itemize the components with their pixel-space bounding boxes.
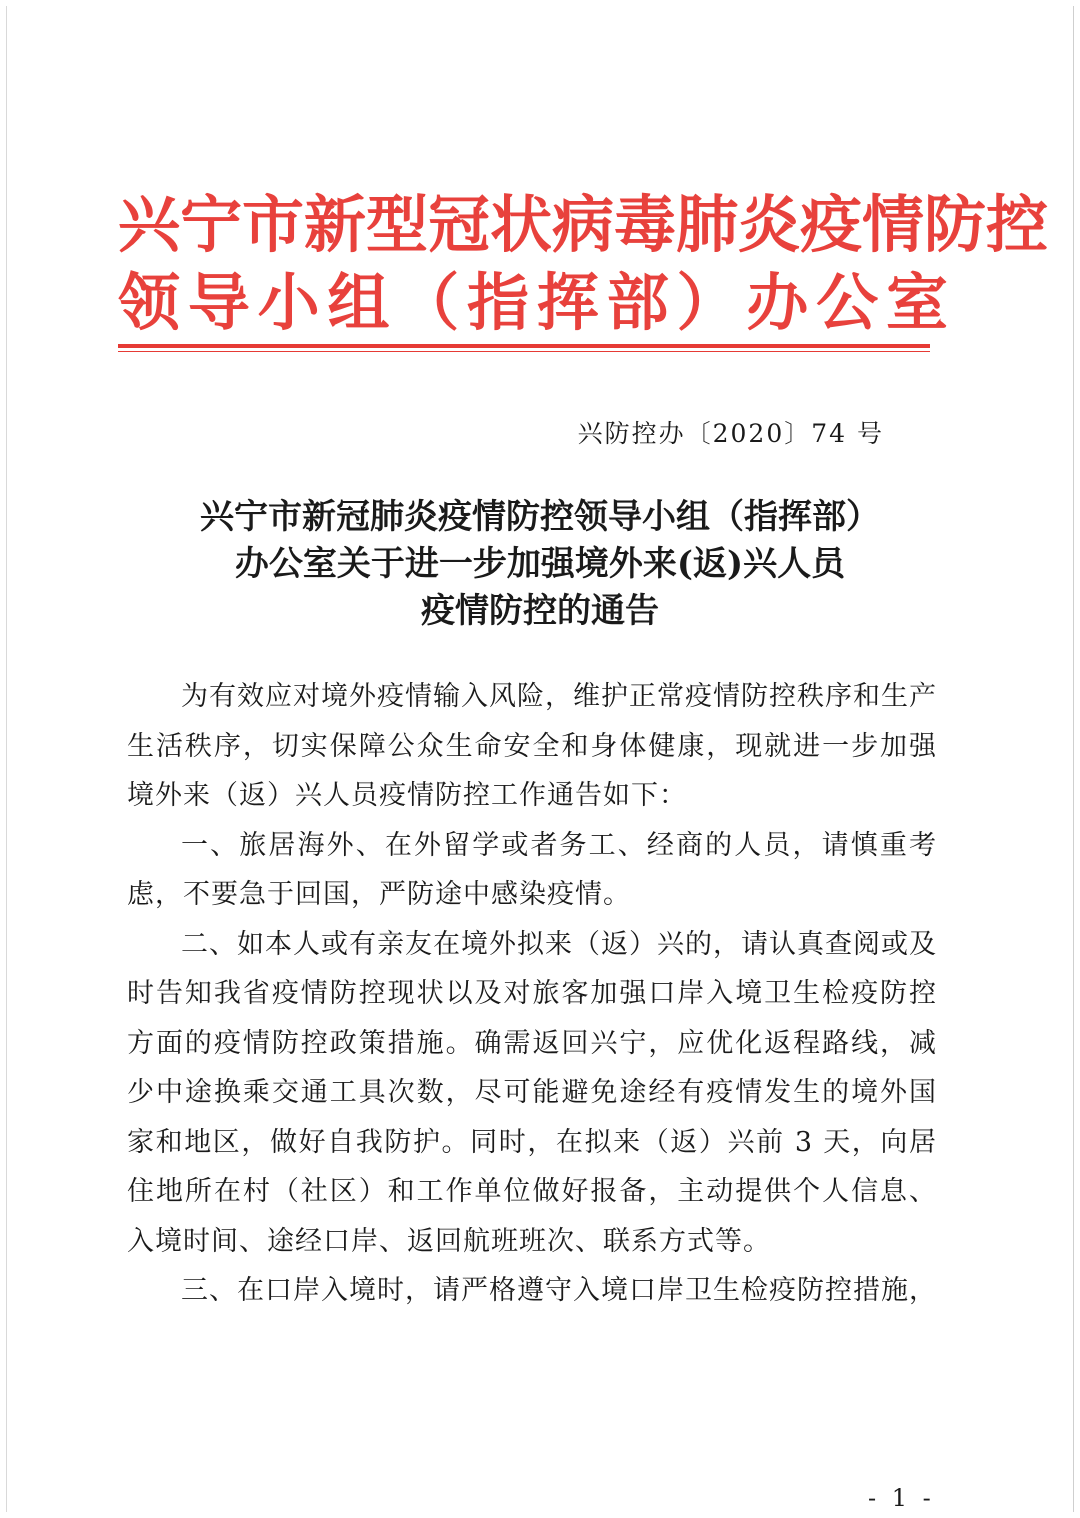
document-body <box>127 672 937 1316</box>
document-title-line-3: 疫情防控的通告 <box>421 591 659 631</box>
page-number: - 1 - <box>868 1484 935 1512</box>
document-title-line-1: 兴宁市新冠肺炎疫情防控领导小组（指挥部） <box>200 497 880 537</box>
body-paragraph-intro: 为有效应对境外疫情输入风险，维护正常疫情防控秩序和生产生活秩序，切实保障公众生命安全和身体健康，现就进一步加强境外来（返）兴人员疫情防控工作通告如下： <box>127 681 937 811</box>
body-paragraph-3: 三、在口岸入境时，请严格遵守入境口岸卫生检疫防控措施， <box>181 1275 937 1306</box>
letterhead-red-rule-thin <box>118 351 930 352</box>
document-title <box>110 494 970 635</box>
document-number: 兴防控办〔2020〕74 号 <box>577 419 884 448</box>
letterhead-red-rule <box>118 344 930 348</box>
letterhead-line-1: 兴宁市新型冠状病毒肺炎疫情防控 <box>118 188 1049 261</box>
document-title-line-2: 办公室关于进一步加强境外来(返)兴人员 <box>234 544 846 584</box>
body-paragraph-1: 一、旅居海外、在外留学或者务工、经商的人员，请慎重考虑，不要急于回国，严防途中感染疫情。 <box>127 829 937 910</box>
body-paragraph-2: 二、如本人或有亲友在境外拟来（返）兴的，请认真查阅或及时告知我省疫情防控现状以及对旅客加强口岸入境卫生检疫防控方面的疫情防控政策措施。确需返回兴宁，应优化返程路线，减少中途换乘交通工具次数，尽可能避免途经有疫情发生的境外国家和地区，做好自我防护。同时，在拟来（返）兴前 3 天，向居住地所在村（社区）和工作单位做好报备，主动提供个人信息、入境时间、途经口岸、返回航班班次、联系方式等。 <box>127 928 937 1257</box>
letterhead-line-2: 领导小组（指挥部）办公室 <box>118 266 948 339</box>
